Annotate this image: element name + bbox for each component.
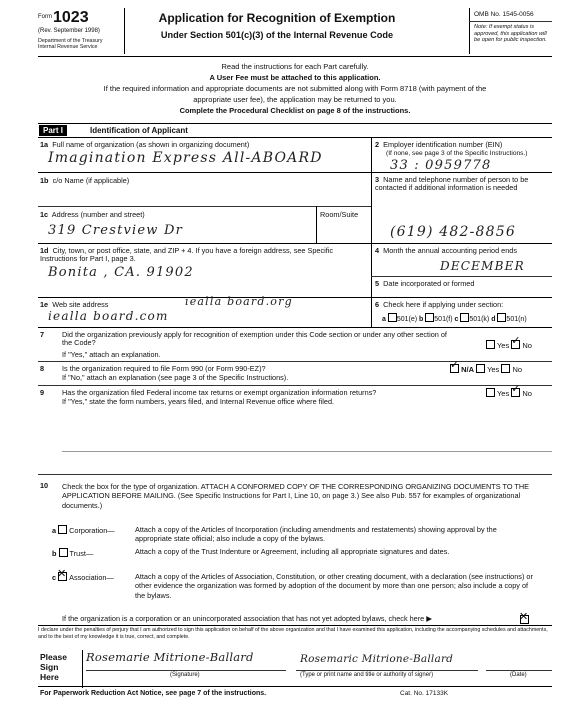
q7-answers: Yes ✓ No bbox=[486, 340, 532, 351]
website-value-1[interactable]: iealla board.org bbox=[185, 295, 293, 308]
q7-number: 7 bbox=[40, 330, 45, 339]
corporation-checkbox[interactable] bbox=[58, 525, 67, 534]
checkbox-501e[interactable] bbox=[388, 313, 397, 322]
address-value[interactable]: 319 Crestview Dr bbox=[48, 223, 183, 238]
q9-text: Has the organization filed Federal income tax returns or exempt organization information returns? bbox=[62, 388, 377, 397]
organization-name-value[interactable]: Imagination Express All-ABOARD bbox=[48, 150, 323, 166]
public-inspection-note: Note: If exempt status is approved, this application will be open for public inspection. bbox=[474, 24, 547, 44]
q8-sub: If "No," attach an explanation (see page 3 of the Specific Instructions). bbox=[62, 373, 289, 382]
q8-number: 8 bbox=[40, 364, 45, 373]
q7-text: Did the organization previously apply for recognition of exemption under this Code section or under any other section of the Code? bbox=[62, 330, 447, 348]
association-checkbox[interactable] bbox=[58, 572, 67, 581]
instructions-user-fee: A User Fee must be attached to this application. bbox=[209, 72, 381, 82]
department-name: Department of the Treasury bbox=[38, 38, 103, 44]
q8-yes-checkbox[interactable] bbox=[476, 364, 485, 373]
trust-checkbox[interactable] bbox=[59, 548, 68, 557]
field-1c-label: 1c Address (number and street) bbox=[40, 210, 145, 219]
field-2-sub: (If none, see page 3 of the Specific Instructions.) bbox=[386, 150, 528, 157]
q10-b-text: Attach a copy of the Trust Indenture or Agreement, including all appropriate signatures and dates. bbox=[135, 547, 450, 556]
q10-c-text: Attach a copy of the Articles of Association, Constitution, or other creating document, with a declaration (see instructions) or other evidence the organization was formed by adoption of the document by more than one person; also include a copy of the bylaws. bbox=[135, 572, 533, 600]
q10-a-text: Attach a copy of the Articles of Incorporation (including amendments and restatements) showing approval by the appropriate state official; also include a copy of the bylaws. bbox=[135, 525, 497, 544]
part-title: Identification of Applicant bbox=[90, 126, 188, 135]
form-word: Form bbox=[38, 14, 52, 20]
q9-sub: If "Yes," state the form numbers, years filed, and Internal Revenue office where filed. bbox=[62, 397, 335, 406]
paperwork-notice: For Paperwork Reduction Act Notice, see page 7 of the instructions. bbox=[40, 690, 267, 697]
checkbox-501k[interactable] bbox=[460, 313, 469, 322]
q10-option-c: c ✕ Association— bbox=[52, 572, 114, 582]
q8-no-checkbox[interactable] bbox=[501, 364, 510, 373]
q9-answers: Yes ✓ No bbox=[486, 388, 532, 399]
instructions-checklist: Complete the Procedural Checklist on page 8 of the instructions. bbox=[179, 105, 411, 115]
q9-no-checkbox[interactable] bbox=[511, 388, 520, 397]
bylaws-checkbox-wrap bbox=[520, 615, 529, 625]
form-title: Application for Recognition of Exemption bbox=[158, 11, 396, 25]
checkbox-501f[interactable] bbox=[425, 313, 434, 322]
field-1a-label: 1a Full name of organization (as shown in organizing document) bbox=[40, 140, 250, 149]
catalog-number: Cat. No. 17133K bbox=[400, 690, 449, 697]
q9-number: 9 bbox=[40, 388, 45, 397]
q7-sub: If "Yes," attach an explanation. bbox=[62, 350, 161, 359]
room-suite-label: Room/Suite bbox=[320, 210, 359, 219]
instructions-line-3: If the required information and appropriate documents are not submitted along with Form 8718 (with payment of the bbox=[103, 83, 487, 93]
q8-text: Is the organization required to file Form 990 (or Form 990-EZ)? bbox=[62, 364, 266, 373]
q10-text: Check the box for the type of organization. ATTACH A CONFORMED COPY OF THE CORRESPONDING ORGANIZING DOCUMENTS TO THE APPLICATION BEFORE MAILING. (See Specific Instructions for Part I, Line 10, on page 3.) See also Pub. 557 for examples of organizational documents.) bbox=[62, 482, 529, 510]
field-2-label: 2 Employer identification number (EIN) bbox=[375, 140, 503, 149]
sign-here-label: Please Sign Here bbox=[40, 652, 67, 682]
q8-answers: ✓ N/A Yes No bbox=[450, 364, 522, 375]
field-1e-label: 1e Web site address bbox=[40, 300, 109, 309]
q7-yes-checkbox[interactable] bbox=[486, 340, 495, 349]
revision-date: (Rev. September 1998) bbox=[38, 28, 100, 34]
part-label: Part I bbox=[39, 125, 67, 136]
ein-value[interactable]: 33 : 0959778 bbox=[390, 158, 492, 173]
q10-number: 10 bbox=[40, 481, 49, 490]
website-value-2[interactable]: iealla board.com bbox=[48, 309, 169, 323]
q8-na-checkbox[interactable] bbox=[450, 364, 459, 373]
section-options: a 501(e) b 501(f) c 501(k) d 501(n) bbox=[382, 313, 527, 324]
field-5-label: 5 Date incorporated or formed bbox=[375, 279, 475, 288]
perjury-statement: I declare under the penalties of perjury that I am authorized to sign this application on behalf of the above organization and that I have examined this application, including the accompanying schedules and attachments, and to the best of my knowledge it is true, correct, and complete. bbox=[38, 627, 548, 640]
field-4-label: 4 Month the annual accounting period ends bbox=[375, 246, 517, 255]
irs-name: Internal Revenue Service bbox=[38, 44, 98, 50]
form-subtitle: Under Section 501(c)(3) of the Internal Revenue Code bbox=[160, 30, 394, 40]
field-3-label: 3 Name and telephone number of person to be contacted if additional information is needed bbox=[375, 175, 529, 193]
city-state-zip-value[interactable]: Bonita , CA. 91902 bbox=[48, 265, 194, 280]
q9-yes-checkbox[interactable] bbox=[486, 388, 495, 397]
signature-caption: (Signature) bbox=[170, 672, 200, 678]
field-1b-label: 1b c/o Name (if applicable) bbox=[40, 176, 130, 185]
instructions-line-4: appropriate user fee), the application may be returned to you. bbox=[193, 94, 397, 104]
instructions-block bbox=[38, 62, 552, 116]
field-6-label: 6 Check here if applying under section: bbox=[375, 300, 504, 309]
printed-name-value[interactable]: Rosemaric Mitrione-Ballard bbox=[300, 653, 454, 665]
q7-no-checkbox[interactable] bbox=[511, 340, 520, 349]
omb-number: OMB No. 1545-0056 bbox=[474, 11, 534, 18]
q10-option-b: b Trust— bbox=[52, 549, 94, 558]
accounting-month-value[interactable]: DECEMBER bbox=[440, 259, 525, 273]
instructions-line-1: Read the instructions for each Part carefully. bbox=[221, 62, 369, 71]
bylaws-text: If the organization is a corporation or an unincorporated association that has not yet adopted bylaws, check here ▶ bbox=[62, 614, 432, 623]
field-1d-label: 1d City, town, or post office, state, and ZIP + 4. If you have a foreign address, see Specific Instructions for Part I, page 3. bbox=[40, 246, 334, 264]
name-caption: (Type or print name and title or authority of signer) bbox=[300, 672, 434, 678]
date-caption: (Date) bbox=[510, 672, 527, 678]
bylaws-checkbox[interactable] bbox=[520, 615, 529, 624]
checkbox-501n[interactable] bbox=[497, 313, 506, 322]
signature-value[interactable]: Rosemarie Mitrione-Ballard bbox=[86, 650, 254, 664]
contact-phone-value[interactable]: (619) 482-8856 bbox=[390, 224, 516, 240]
q10-option-a: a Corporation— bbox=[52, 526, 115, 535]
form-number: 1023 bbox=[53, 9, 89, 26]
